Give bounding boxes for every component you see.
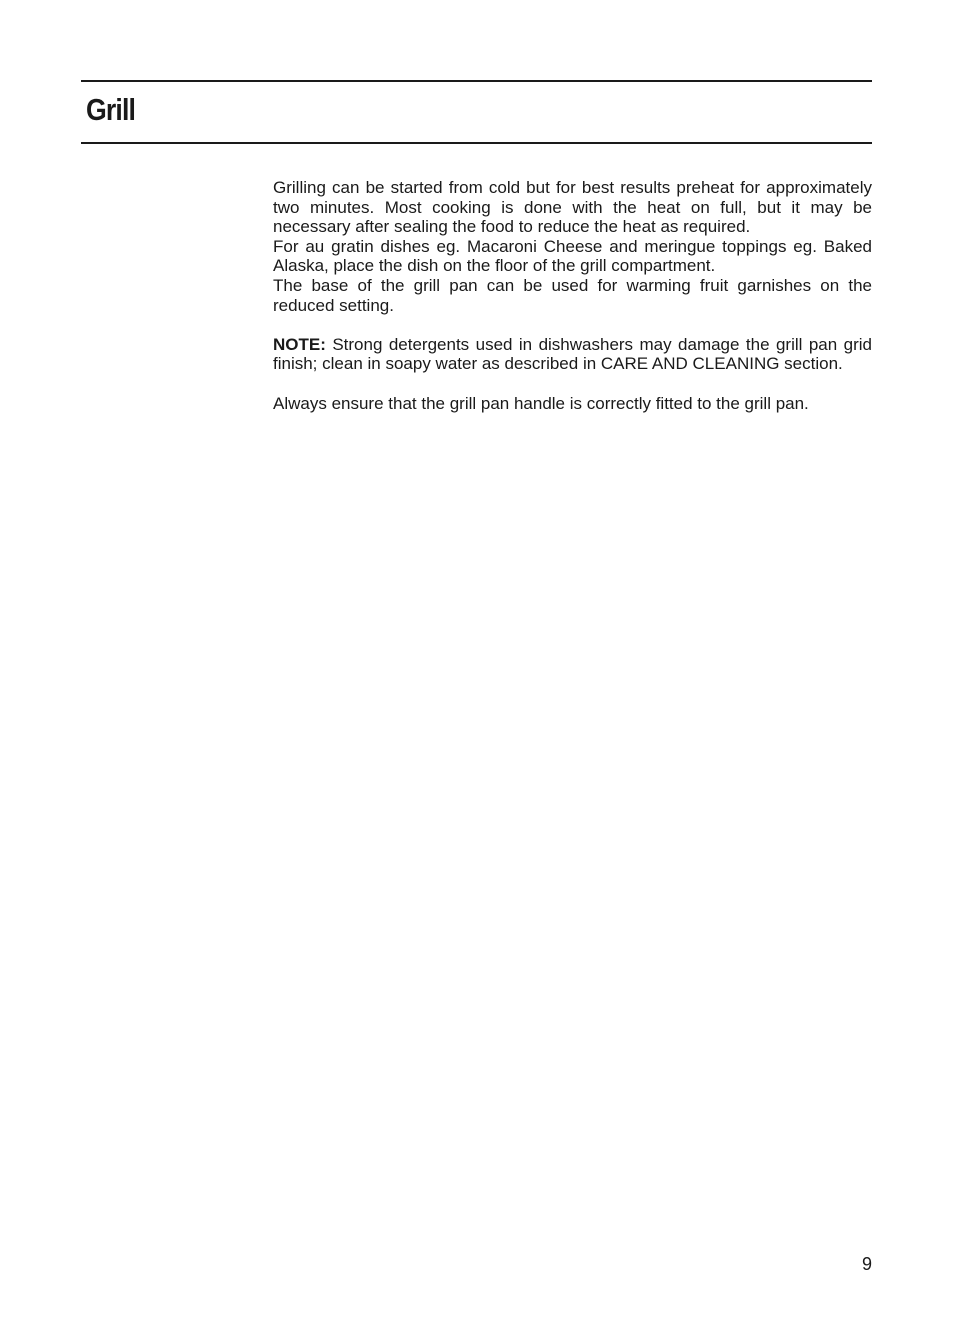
body-text xyxy=(273,178,872,413)
paragraph-spacer xyxy=(273,374,872,394)
paragraph-au-gratin: For au gratin dishes eg. Macaroni Cheese and meringue toppings eg. Baked Alaska, place the dish on the floor of the grill compartment. xyxy=(273,236,872,276)
paragraph-grill-pan-base: The base of the grill pan can be used for warming fruit garnishes on the reduced setting. xyxy=(273,275,872,315)
note-text: Strong detergents used in dishwashers may damage the grill pan grid finish; clean in soapy water as described in CARE AND CLEANING section. xyxy=(273,334,872,374)
header-bottom-rule xyxy=(81,142,872,144)
page-number: 9 xyxy=(861,1254,872,1274)
note-label: NOTE: xyxy=(273,334,326,354)
page-title: Grill xyxy=(86,92,136,127)
paragraph-note xyxy=(273,335,872,374)
paragraph-spacer xyxy=(273,315,872,335)
paragraph-handle: Always ensure that the grill pan handle is correctly fitted to the grill pan. xyxy=(273,393,809,413)
header-top-rule xyxy=(81,80,872,82)
paragraph-preheat: Grilling can be started from cold but for best results preheat for approximately two minutes. Most cooking is done with the heat on full, but it may be necessary after sealing the food to reduce the heat as required. xyxy=(273,178,872,237)
